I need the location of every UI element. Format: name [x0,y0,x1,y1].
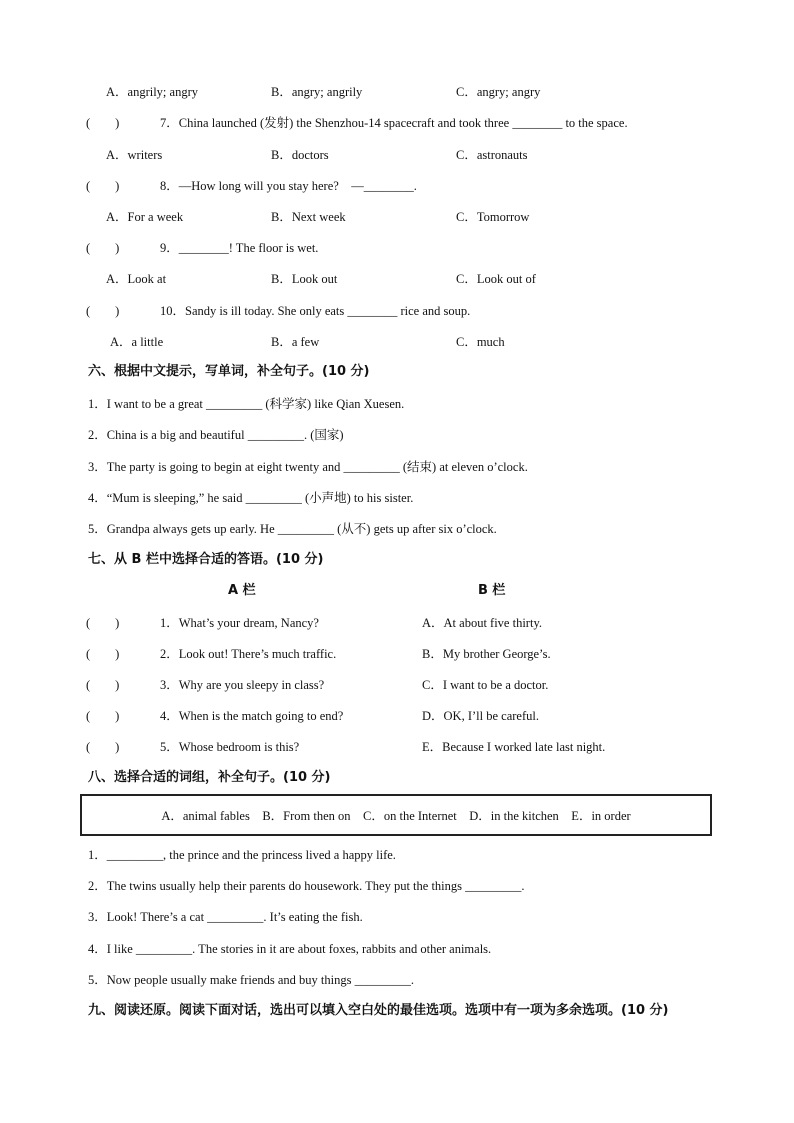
phrase-options: A．animal fables B．From then on C．on the Internet D．in the kitchen E．in order [161,809,631,823]
q9-option-a: A．Look at [106,272,167,286]
q6-option-a: A．angrily; angry [106,85,198,99]
q6-option-c: C．angry; angry [456,85,541,99]
a-item-text: 5．Whose bedroom is this? [160,740,300,754]
section6-item-2: 2．China is a big and beautiful _________. (国家) [88,428,344,442]
q8-option-c: C．Tomorrow [456,210,530,224]
answer-paren: ( ) [86,179,120,193]
section6-item-3: 3．The party is going to begin at eight twenty and _________ (结束) at eleven o’clock. [88,460,528,474]
q10-option-c: C．much [456,335,505,349]
section7-b-item-e: E．Because I worked late last night. [422,740,606,754]
q8-question [86,178,417,194]
q8-option-a: A．For a week [106,210,184,224]
section8-heading: 八、选择合适的词组，补全句子。(10 分) [88,770,331,785]
q10-option-b: B．a few [271,335,320,349]
q9-option-b: B．Look out [271,272,338,286]
column-b-header: B 栏 [478,583,506,598]
section8-item-2: 2．The twins usually help their parents do housework. They put the things _________. [88,879,525,893]
section7-a-item-2 [86,646,336,662]
phrase-box [80,794,712,836]
q8-text: 8．—How long will you stay here? —________. [160,179,417,193]
a-item-text: 2．Look out! There’s much traffic. [160,647,337,661]
q7-option-b: B．doctors [271,148,329,162]
section7-a-item-4 [86,708,343,724]
section9-heading: 九、阅读还原。阅读下面对话，选出可以填入空白处的最佳选项。选项中有一项为多余选项。(10 分) [88,1003,669,1018]
section8-item-5: 5．Now people usually make friends and buy things _________. [88,973,414,987]
section7-heading: 七、从 B 栏中选择合适的答语。(10 分) [88,552,324,567]
answer-paren: ( ) [86,647,120,661]
section7-a-item-5 [86,739,299,755]
section7-b-item-c: C．I want to be a doctor. [422,678,549,692]
q7-option-c: C．astronauts [456,148,528,162]
q8-option-b: B．Next week [271,210,346,224]
q7-text: 7．China launched (发射) the Shenzhou-14 spacecraft and took three ________ to the space. [160,116,628,130]
section7-b-item-b: B．My brother George’s. [422,647,551,661]
answer-paren: ( ) [86,616,120,630]
a-item-text: 3．Why are you sleepy in class? [160,678,325,692]
q10-option-a: A．a little [110,335,164,349]
a-item-text: 4．When is the match going to end? [160,709,344,723]
answer-paren: ( ) [86,241,120,255]
answer-paren: ( ) [86,678,120,692]
q7-question [86,115,628,131]
answer-paren: ( ) [86,709,120,723]
q9-option-c: C．Look out of [456,272,536,286]
q9-text: 9．________! The floor is wet. [160,241,319,255]
section8-item-1: 1．_________, the prince and the princess lived a happy life. [88,848,396,862]
q10-text: 10．Sandy is ill today. She only eats ________ rice and soup. [160,304,471,318]
section6-item-1: 1．I want to be a great _________ (科学家) like Qian Xuesen. [88,397,405,411]
section6-item-5: 5．Grandpa always gets up early. He _________ (从不) gets up after six o’clock. [88,522,497,536]
column-a-header: A 栏 [228,583,256,598]
section6-item-4: 4．“Mum is sleeping,” he said _________ (小声地) to his sister. [88,491,414,505]
section7-a-item-1 [86,615,319,631]
answer-paren: ( ) [86,740,120,754]
section7-b-item-a: A．At about five thirty. [422,616,543,630]
section8-item-3: 3．Look! There’s a cat _________. It’s eating the fish. [88,910,363,924]
section8-item-4: 4．I like _________. The stories in it are about foxes, rabbits and other animals. [88,942,492,956]
q9-question [86,240,318,256]
a-item-text: 1．What’s your dream, Nancy? [160,616,319,630]
answer-paren: ( ) [86,304,120,318]
q10-question [86,303,470,319]
q6-option-b: B．angry; angrily [271,85,363,99]
q7-option-a: A．writers [106,148,163,162]
section7-b-item-d: D．OK, I’ll be careful. [422,709,539,723]
section7-a-item-3 [86,677,324,693]
answer-paren: ( ) [86,116,120,130]
section6-heading: 六、根据中文提示，写单词，补全句子。(10 分) [88,364,370,379]
